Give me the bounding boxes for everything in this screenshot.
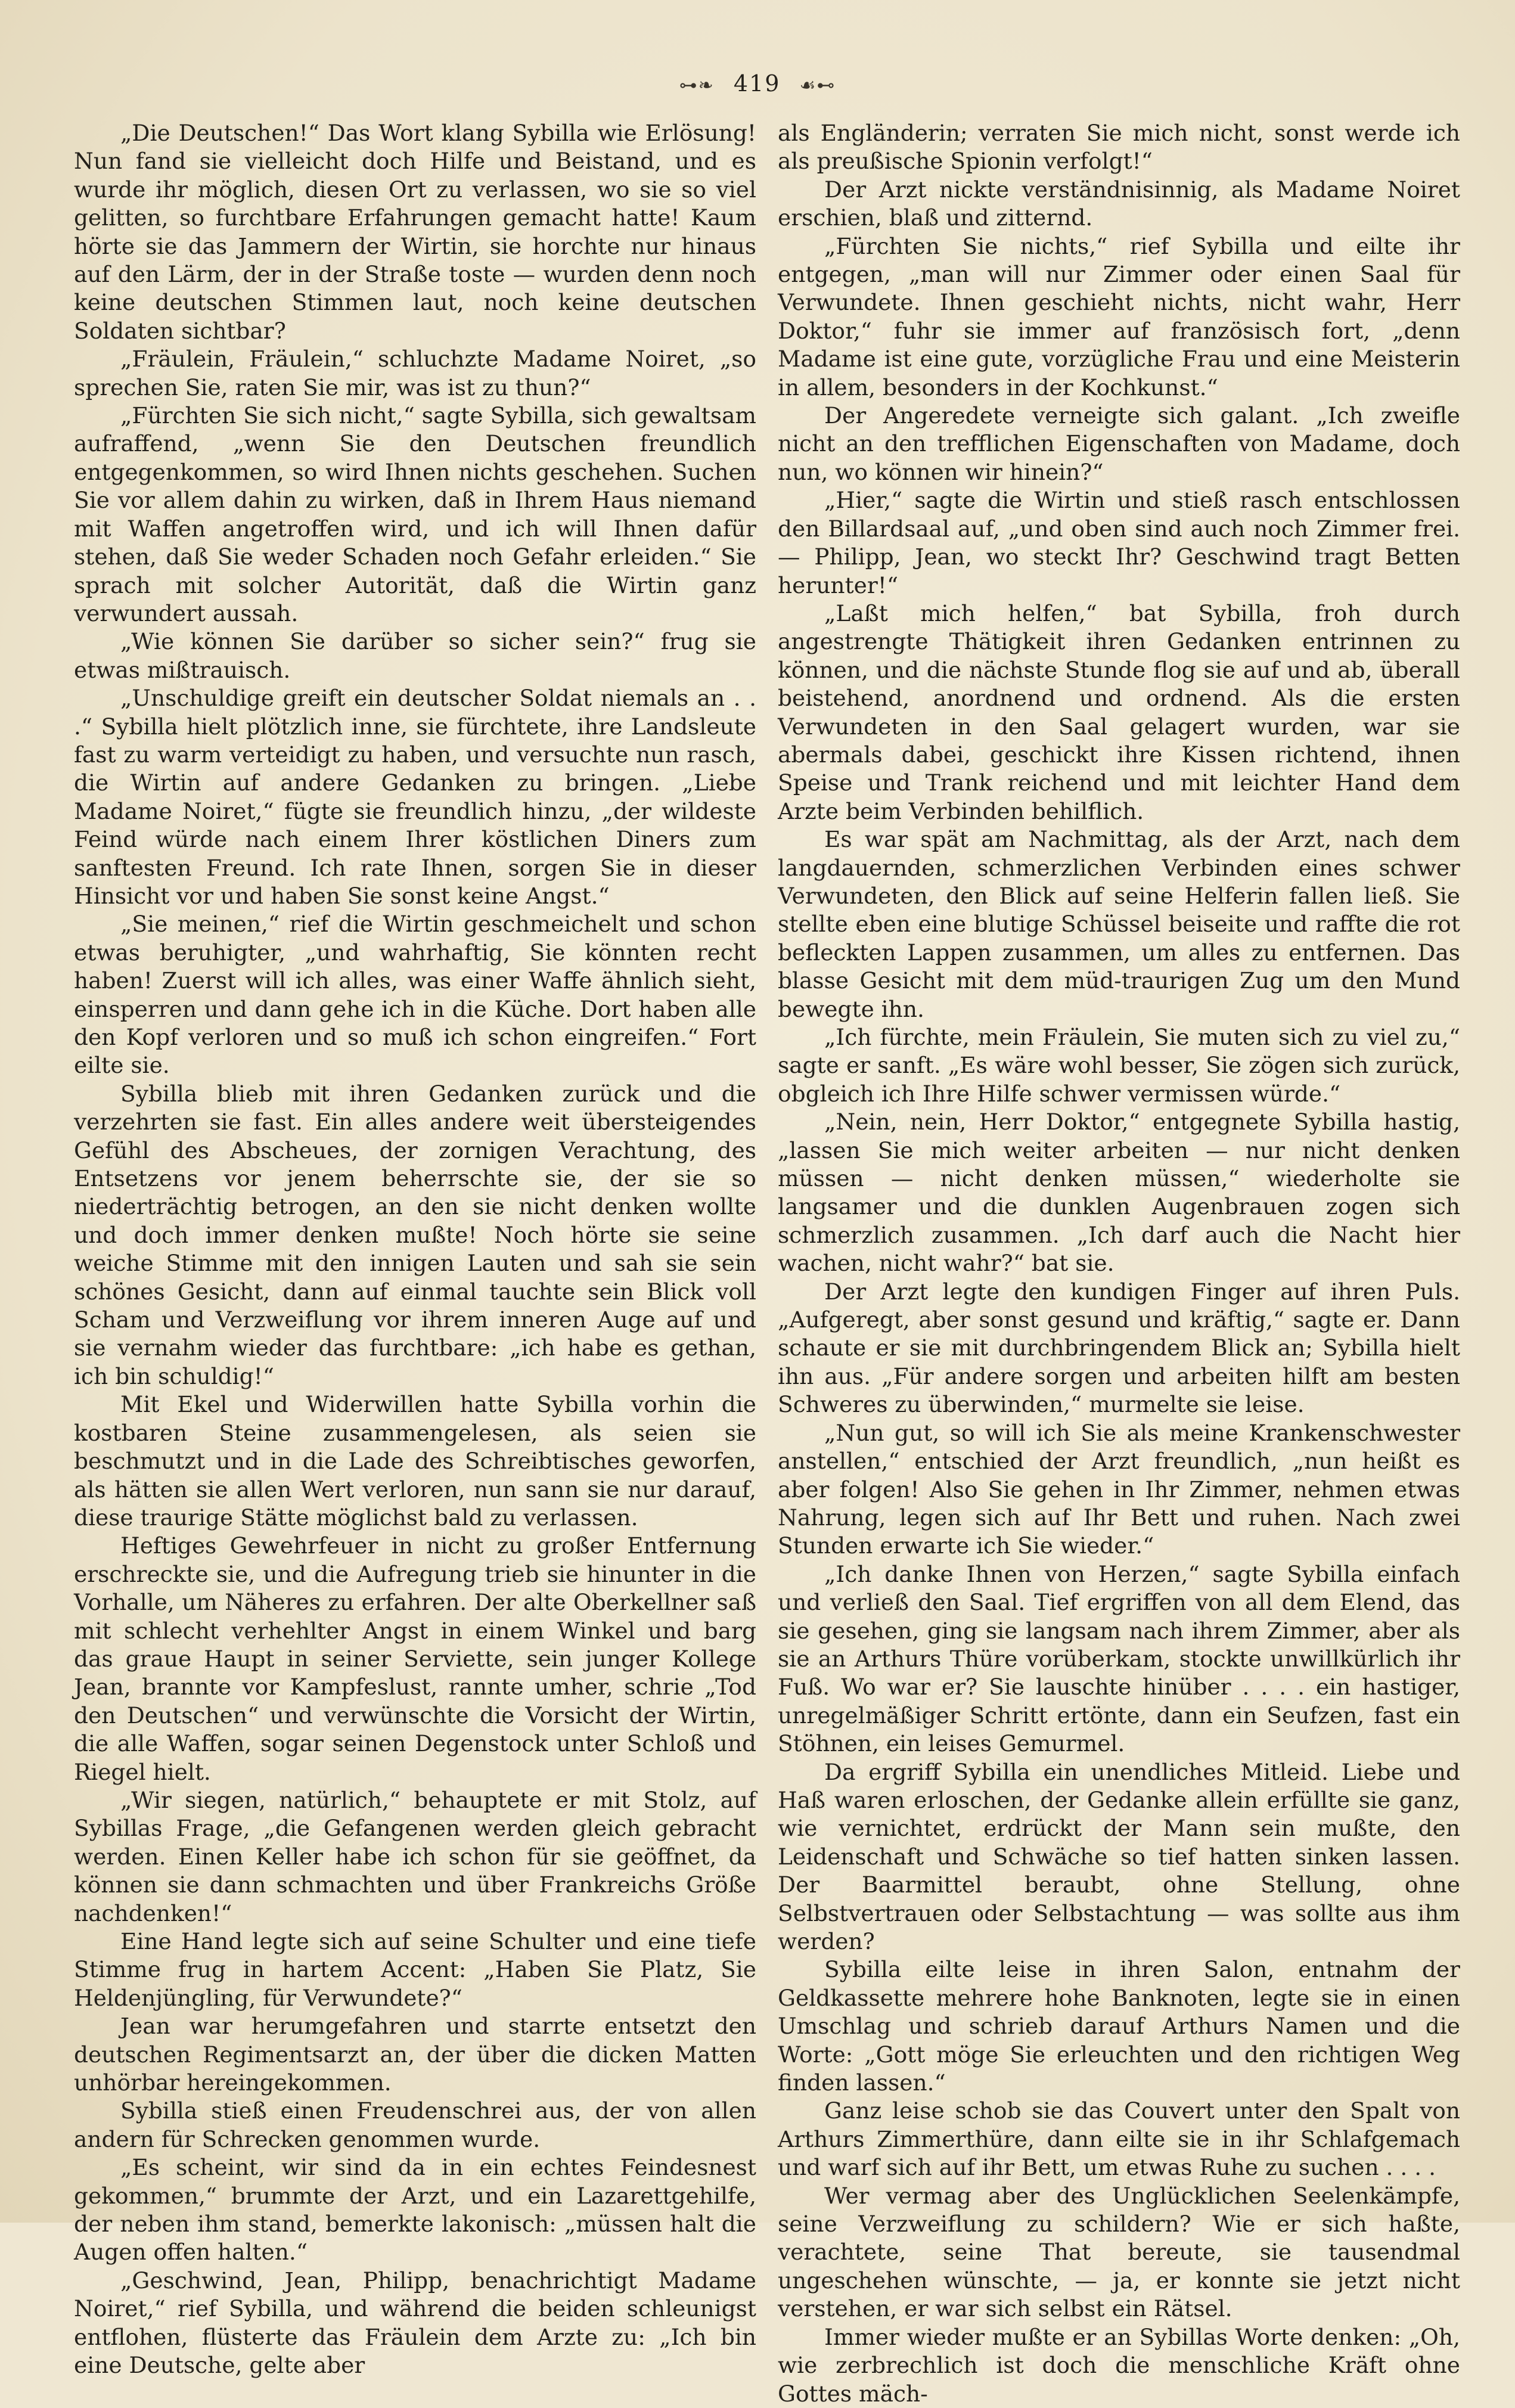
paragraph: „Fräulein, Fräulein,“ schluchzte Madame Noiret, „so sprechen Sie, raten Sie mir, was ist zu thun?“ <box>74 346 756 401</box>
paragraph: „Ich danke Ihnen von Herzen,“ sagte Sybilla einfach und verließ den Saal. Tief ergriffen von all dem Elend, das sie gesehen, ging sie langsam nach ihrem Zimmer, aber als sie an Arthurs Thüre vorüberkam, stockte unwillkürlich ihr Fuß. Wo war er? Sie lauschte hinüber . . . . ein hastiger, unregelmäßiger Schritt ertönte, dann ein Seufzen, fast ein Stöhnen, ein leises Gemurmel. <box>778 1560 1460 1757</box>
paragraph: „Wir siegen, natürlich,“ behauptete er mit Stolz, auf Sybillas Frage, „die Gefangenen werden gleich gebracht werden. Einen Keller habe ich schon für sie geöffnet, da können sie dann schmachten und über Frankreichs Größe nachdenken!“ <box>74 1786 756 1926</box>
paragraph: als Engländerin; verraten Sie mich nicht, sonst werde ich als preußische Spionin verfolgt!“ <box>778 120 1460 175</box>
paragraph: „Fürchten Sie sich nicht,“ sagte Sybilla, sich gewaltsam aufraffend, „wenn Sie den Deutschen freundlich entgegenkommen, so wird Ihnen nichts geschehen. Suchen Sie vor allem dahin zu wirken, daß in Ihrem Haus niemand mit Waffen angetroffen wird, und ich will Ihnen dafür stehen, daß Sie weder Schaden noch Gefahr erleiden.“ Sie sprach mit solcher Autorität, daß die Wirtin ganz verwundert aussah. <box>74 402 756 626</box>
paragraph: Jean war herumgefahren und starrte entsetzt den deutschen Regimentsarzt an, der über die dicken Matten unhörbar hereingekommen. <box>74 2013 756 2096</box>
paragraph: „Sie meinen,“ rief die Wirtin geschmeichelt und schon etwas beruhigter, „und wahrhaftig, Sie könnten recht haben! Zuerst will ich alles, was einer Waffe ähnlich sieht, einsperren und dann gehe ich in die Küche. Dort haben alle den Kopf verloren und so muß ich schon eingreifen.“ Fort eilte sie. <box>74 911 756 1079</box>
paragraph: „Ich fürchte, mein Fräulein, Sie muten sich zu viel zu,“ sagte er sanft. „Es wäre wohl besser, Sie zögen sich zurück, obgleich ich Ihre Hilfe schwer vermissen würde.“ <box>778 1024 1460 1107</box>
paragraph: Wer vermag aber des Unglücklichen Seelenkämpfe, seine Verzweiflung zu schildern? Wie er sich haßte, verachtete, seine That bereute, sie tausendmal ungeschehen wünschte, — ja, er konnte sie jetzt nicht verstehen, er war sich selbst ein Rätsel. <box>778 2182 1460 2322</box>
left-ornament-icon: ⊶❧ <box>679 75 715 96</box>
page-header <box>0 70 1515 97</box>
paragraph: Immer wieder mußte er an Sybillas Worte denken: „Oh, wie zerbrechlich ist doch die menschliche Kräft ohne Gottes mäch- <box>778 2323 1460 2407</box>
paragraph: Der Arzt legte den kundigen Finger auf ihren Puls. „Aufgeregt, aber sonst gesund und kräftig,“ sagte er. Dann schaute er sie mit durchbringendem Blick an; Sybilla hielt ihn aus. „Für andere sorgen und arbeiten hilft am besten Schweres zu überwinden,“ murmelte sie leise. <box>778 1278 1460 1418</box>
paragraph: „Die Deutschen!“ Das Wort klang Sybilla wie Erlösung! Nun fand sie vielleicht doch Hilfe und Beistand, und es wurde ihr möglich, diesen Ort zu verlassen, wo sie so viel gelitten, so furchtbare Erfahrungen gemacht hatte! Kaum hörte sie das Jammern der Wirtin, sie horchte nur hinaus auf den Lärm, der in der Straße toste — wurden denn noch keine deutschen Stimmen laut, noch keine deutschen Soldaten sichtbar? <box>74 120 756 344</box>
paragraph: Eine Hand legte sich auf seine Schulter und eine tiefe Stimme frug in hartem Accent: „Haben Sie Platz, Sie Heldenjüngling, für Verwundete?“ <box>74 1928 756 2011</box>
paragraph: „Geschwind, Jean, Philipp, benachrichtigt Madame Noiret,“ rief Sybilla, und während die beiden schleunigst entflohen, flüsterte das Fräulein dem Arzte zu: „Ich bin eine Deutsche, gelte aber <box>74 2267 756 2379</box>
right-column <box>778 119 1460 2408</box>
paragraph: Es war spät am Nachmittag, als der Arzt, nach dem langdauernden, schmerzlichen Verbinden eines schwer Verwundeten, den Blick auf seine Helferin fallen ließ. Sie stellte eben eine blutige Schüssel beiseite und raffte die rot befleckten Lappen zusammen, um alles zu entfernen. Das blasse Gesicht mit dem müd-traurigen Zug um den Mund bewegte ihn. <box>778 826 1460 1022</box>
paragraph: Sybilla blieb mit ihren Gedanken zurück und die verzehrten sie fast. Ein alles andere weit übersteigendes Gefühl des Abscheues, der zornigen Verachtung, des Entsetzens vor jenem beherrschte sie, der sie so niederträchtig betrogen, an den sie nicht denken wollte und doch immer denken mußte! Noch hörte sie seine weiche Stimme mit den innigen Lauten und sah sie sein schönes Gesicht, dann auf einmal tauchte sein Blick voll Scham und Verzweiflung vor ihrem inneren Auge auf und sie vernahm wieder das furchtbare: „ich habe es gethan, ich bin schuldig!“ <box>74 1080 756 1389</box>
paragraph: Mit Ekel und Widerwillen hatte Sybilla vorhin die kostbaren Steine zusammengelesen, als seien sie beschmutzt und in die Lade des Schreibtisches geworfen, als hätten sie allen Wert verloren, nun sann sie nur darauf, diese traurige Stätte möglichst bald zu verlassen. <box>74 1391 756 1531</box>
paragraph: Heftiges Gewehrfeuer in nicht zu großer Entfernung erschreckte sie, und die Aufregung trieb sie hinunter in die Vorhalle, um Näheres zu erfahren. Der alte Oberkellner saß mit schlecht verhehlter Angst in einem Winkel und barg das graue Haupt in seiner Serviette, sein junger Kollege Jean, brannte vor Kampfeslust, rannte umher, schrie „Tod den Deutschen“ und verwünschte die Vorsicht der Wirtin, die alle Waffen, sogar seinen Degenstock unter Schloß und Riegel hielt. <box>74 1532 756 1785</box>
paragraph: Der Arzt nickte verständnisinnig, als Madame Noiret erschien, blaß und zitternd. <box>778 176 1460 231</box>
paragraph: „Fürchten Sie nichts,“ rief Sybilla und eilte ihr entgegen, „man will nur Zimmer oder einen Saal für Verwundete. Ihnen geschieht nichts, nicht wahr, Herr Doktor,“ fuhr sie immer auf französisch fort, „denn Madame ist eine gute, vorzügliche Frau und eine Meisterin in allem, besonders in der Kochkunst.“ <box>778 232 1460 401</box>
right-ornament-icon: ☙⊷ <box>799 75 836 96</box>
paragraph: Da ergriff Sybilla ein unendliches Mitleid. Liebe und Haß waren erloschen, der Gedanke allein erfüllte sie ganz, wie vernichtet, erdrückt der Mann sein mußte, den Leidenschaft und Schwäche so tief hatten sinken lassen. Der Baarmittel beraubt, ohne Stellung, ohne Selbstvertrauen oder Selbstachtung — was sollte aus ihm werden? <box>778 1758 1460 1954</box>
paragraph: „Unschuldige greift ein deutscher Soldat niemals an . . .“ Sybilla hielt plötzlich inne, sie fürchtete, ihre Landsleute fast zu warm verteidigt zu haben, und versuchte nun rasch, die Wirtin auf andere Gedanken zu bringen. „Liebe Madame Noiret,“ fügte sie freundlich hinzu, „der wildeste Feind würde nach einem Ihrer köstlichen Diners zum sanftesten Freund. Ich rate Ihnen, sorgen Sie in dieser Hinsicht vor und haben Sie sonst keine Angst.“ <box>74 685 756 909</box>
paragraph: „Nein, nein, Herr Doktor,“ entgegnete Sybilla hastig, „lassen Sie mich weiter arbeiten — nur nicht denken müssen — nicht denken müssen,“ wiederholte sie langsamer und die dunklen Augenbrauen zogen sich schmerzlich zusammen. „Ich darf auch die Nacht hier wachen, nicht wahr?“ bat sie. <box>778 1109 1460 1277</box>
paragraph: Ganz leise schob sie das Couvert unter den Spalt von Arthurs Zimmerthüre, dann eilte sie in ihr Schlafgemach und warf sich auf ihr Bett, um etwas Ruhe zu suchen . . . . <box>778 2097 1460 2181</box>
left-column <box>74 119 756 2380</box>
paragraph: Sybilla eilte leise in ihren Salon, entnahm der Geldkassette mehrere hohe Banknoten, legte sie in einen Umschlag und schrieb darauf Arthurs Namen und die Worte: „Gott möge Sie erleuchten und den richtigen Weg finden lassen.“ <box>778 1956 1460 2096</box>
paragraph: „Es scheint, wir sind da in ein echtes Feindesnest gekommen,“ brummte der Arzt, und ein Lazarettgehilfe, der neben ihm stand, bemerkte lakonisch: „müssen halt die Augen offen halten.“ <box>74 2154 756 2266</box>
paragraph: Der Angeredete verneigte sich galant. „Ich zweifle nicht an den trefflichen Eigenschaften von Madame, doch nun, wo können wir hinein?“ <box>778 402 1460 485</box>
page-number: 419 <box>733 70 781 97</box>
paragraph: Sybilla stieß einen Freudenschrei aus, der von allen andern für Schrecken genommen wurde. <box>74 2097 756 2152</box>
paragraph: „Hier,“ sagte die Wirtin und stieß rasch entschlossen den Billardsaal auf, „und oben sind auch noch Zimmer frei. — Philipp, Jean, wo steckt Ihr? Geschwind tragt Betten herunter!“ <box>778 487 1460 598</box>
paragraph: „Wie können Sie darüber so sicher sein?“ frug sie etwas mißtrauisch. <box>74 628 756 683</box>
paragraph: „Laßt mich helfen,“ bat Sybilla, froh durch angestrengte Thätigkeit ihren Gedanken entrinnen zu können, und die nächste Stunde flog sie auf und ab, überall beistehend, anordnend und ordnend. Als die ersten Verwundeten in den Saal gelagert wurden, war sie abermals dabei, geschickt ihre Kissen richtend, ihnen Speise und Trank reichend und mit leichter Hand dem Arzte beim Verbinden behilflich. <box>778 600 1460 824</box>
paragraph: „Nun gut, so will ich Sie als meine Krankenschwester anstellen,“ entschied der Arzt freundlich, „nun heißt es aber folgen! Also Sie gehen in Ihr Zimmer, nehmen etwas Nahrung, legen sich auf Ihr Bett und ruhen. Nach zwei Stunden erwarte ich Sie wieder.“ <box>778 1419 1460 1559</box>
